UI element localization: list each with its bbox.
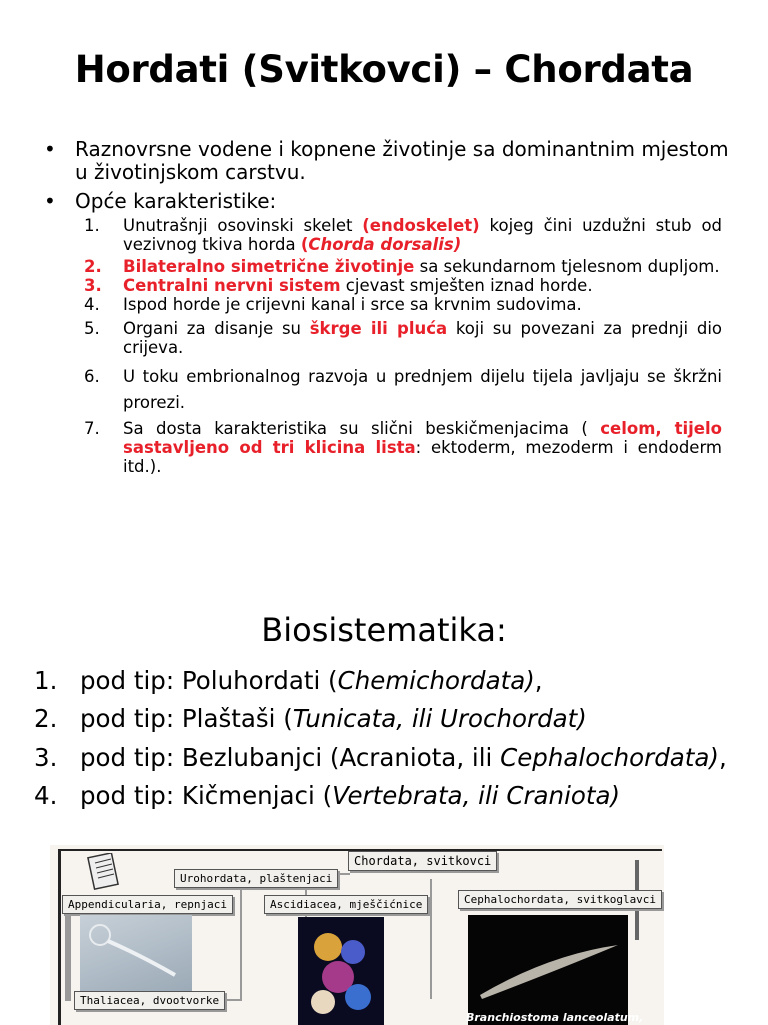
item-text: : ektoderm, mezoderm i endoderm itd.). [123,438,723,476]
item-text: koji su povezani za prednji dio crijeva. [123,319,722,357]
item-italic: Chemichordata) [337,666,535,695]
biosystematics-item [32,700,752,738]
biosystematics-list [32,662,752,815]
item-tail: , [534,666,543,695]
characteristic-item [80,276,722,295]
item-text: U toku embrionalnog razvoja u prednjem dijelu tijela javljaju se škržni prorezi. [123,367,722,412]
item-highlight: Centralni nervni sistem [123,276,341,295]
item-text: pod tip: Plaštaši ( [80,704,293,734]
item-number: 6. [84,367,100,386]
item-number: 5. [84,319,100,338]
characteristic-item [80,319,722,357]
item-text: pod tip: Poluhordati ( [80,666,338,695]
notebook-icon [85,853,123,893]
item-highlight: celom, tijelo sastavljeno od tri klicina lista [123,419,722,457]
item-text: Unutrašnji osovinski skelet [123,216,363,235]
item-highlight-italic: Chorda dorsalis) [308,235,462,254]
item-italic: Cephalochordata) [500,742,719,772]
label-ascidiacea: Ascidiacea, mješčićnice [264,895,428,914]
item-number: 2. [84,257,102,276]
item-highlight: škrge ili pluća [309,319,448,338]
bullet-item [44,190,734,213]
item-number: 2. [34,704,58,734]
characteristic-item [80,295,722,314]
bullet-text: Raznovrsne vodene i kopnene životinje sa dominantnim mjestom u životinjskom carstvu. [75,137,729,184]
branchiostoma-illustration [468,915,628,1025]
item-text: sa sekundarnom tjelesnom dupljom. [414,257,720,276]
bullet-list [44,138,734,213]
page-title: Hordati (Svitkovci) – Chordata [74,48,694,91]
characteristic-item [80,257,722,276]
branchiostoma-photo [468,915,628,1025]
item-highlight: ( [300,235,309,254]
characteristic-item [80,216,722,254]
label-chordata: Chordata, svitkovci [348,851,497,871]
item-number: 4. [84,295,100,314]
item-highlight: Bilateralno simetrične životinje [123,257,415,276]
biosystematics-heading: Biosistematika: [261,611,507,649]
ascidiacea-illustration [298,917,384,1025]
label-urochordata: Urohordata, plaštenjaci [174,869,338,888]
item-text: cjevast smješten iznad horde. [340,276,593,295]
item-text: Organi za disanje su [123,319,310,338]
characteristic-item [80,364,722,416]
label-cephalochordata: Cephalochordata, svitkoglavci [458,890,662,909]
item-highlight: (endoskelet) [362,216,480,235]
item-number: 3. [84,276,102,295]
appendicularia-photo [80,915,192,995]
item-text: pod tip: Bezlubanjci (Acraniota, ili [80,742,501,772]
biosystematics-item [32,777,752,815]
diagram-connector [240,889,242,999]
characteristics-list [80,216,722,476]
item-number: 1. [84,216,100,235]
bullet-dot: • [44,189,56,213]
bullet-dot: • [44,137,56,161]
branchiostoma-caption: Branchiostoma lanceolatum, [466,1011,644,1024]
label-thaliacea: Thaliacea, dvootvorke [74,991,225,1010]
item-number: 3. [34,742,58,772]
bullet-text: Opće karakteristike: [75,189,277,213]
item-text: Ispod horde je crijevni kanal i srce sa krvnim sudovima. [123,295,582,314]
item-italic: Tunicata, ili Urochordat) [292,704,587,734]
item-italic: Vertebrata, ili Craniota) [332,780,621,810]
item-number: 7. [84,419,100,438]
item-text: kojeg čini uzdužni stub od vezivnog tkiva horda [123,216,723,254]
diagram-connector [65,901,71,1001]
chordata-diagram [50,845,664,1025]
biosystematics-item [32,662,752,700]
label-appendicularia: Appendicularia, repnjaci [62,895,233,914]
biosystematics-item [32,739,752,777]
diagram-left-border [58,849,61,1025]
ascidiacea-photo [298,917,384,1025]
bullet-item [44,138,734,184]
item-tail: , [718,742,727,772]
item-number: 4. [34,780,58,810]
diagram-connector [430,879,432,999]
item-number: 1. [34,666,58,695]
appendicularia-illustration [80,915,192,995]
characteristic-item [80,419,722,476]
item-text: pod tip: Kičmenjaci ( [80,780,333,810]
item-text: Sa dosta karakteristika su slični beskičmenjacima ( [123,419,601,438]
